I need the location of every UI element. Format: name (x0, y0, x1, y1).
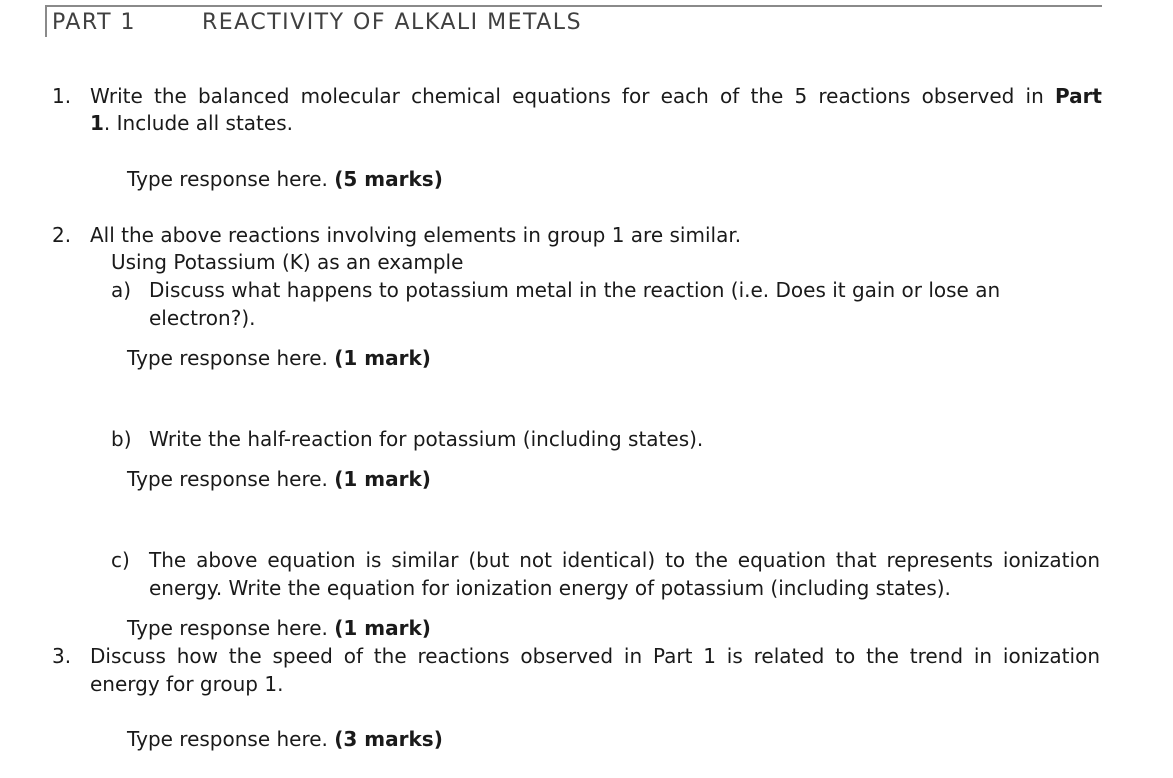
marks-label: (1 mark) (334, 467, 431, 491)
question-1-part-number-bold: 1 (90, 111, 104, 135)
question-1-line-2 (90, 111, 293, 135)
question-2c-response[interactable] (127, 616, 431, 640)
response-placeholder[interactable]: Type response here. (127, 616, 335, 640)
response-placeholder[interactable]: Type response here. (127, 727, 335, 751)
marks-label: (1 mark) (334, 616, 431, 640)
question-1-number: 1. (52, 84, 72, 108)
question-2-line-2: Using Potassium (K) as an example (111, 250, 464, 274)
response-placeholder[interactable]: Type response here. (127, 346, 335, 370)
question-3-line-2: energy for group 1. (90, 672, 284, 696)
marks-label: (3 marks) (334, 727, 443, 751)
question-2a-label: a) (111, 278, 132, 302)
question-2-line-1: All the above reactions involving elements in group 1 are similar. (90, 223, 742, 247)
question-2a-response[interactable] (127, 346, 431, 370)
section-title: REACTIVITY OF ALKALI METALS (202, 10, 583, 35)
question-1-line-1 (90, 84, 1102, 108)
question-3-line-1: Discuss how the speed of the reactions observed in Part 1 is related to the trend in ionization (90, 644, 1100, 668)
question-2b-response[interactable] (127, 467, 431, 491)
marks-label: (5 marks) (334, 167, 443, 191)
question-2c-label: c) (111, 548, 130, 572)
marks-label: (1 mark) (334, 346, 431, 370)
question-2b-line-1: Write the half-reaction for potassium (including states). (149, 427, 704, 451)
question-2a-line-1: Discuss what happens to potassium metal in the reaction (i.e. Does it gain or lose an (149, 278, 1001, 302)
question-2b-label: b) (111, 427, 132, 451)
section-part-label: PART 1 (52, 10, 137, 35)
response-placeholder[interactable]: Type response here. (127, 167, 335, 191)
question-1-text: Write the balanced molecular chemical equations for each of the 5 reactions observed in (90, 84, 1055, 108)
question-1-part-bold: Part (1054, 84, 1102, 108)
question-3-response[interactable] (127, 727, 443, 751)
question-2-number: 2. (52, 223, 72, 247)
question-1-response[interactable] (127, 167, 443, 191)
question-2c-line-1: The above equation is similar (but not identical) to the equation that represents ionization (149, 548, 1100, 572)
question-2a-line-2: electron?). (149, 306, 256, 330)
question-3-number: 3. (52, 644, 72, 668)
question-2c-line-2: energy. Write the equation for ionization energy of potassium (including states). (149, 576, 951, 600)
response-placeholder[interactable]: Type response here. (127, 467, 335, 491)
question-1-text-cont: . Include all states. (103, 111, 293, 135)
